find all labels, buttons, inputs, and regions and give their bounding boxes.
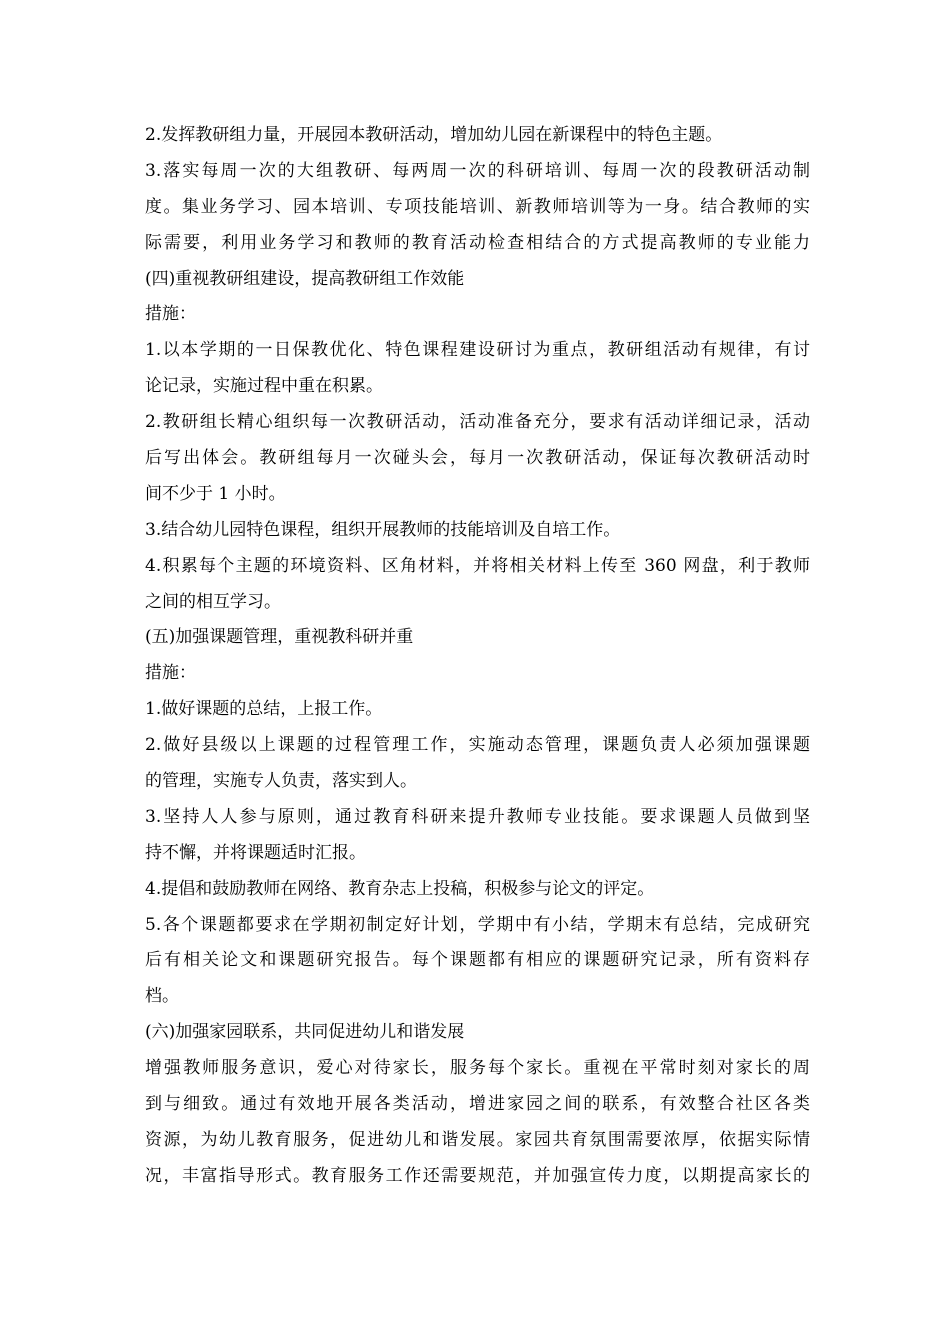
text-line: 2.发挥教研组力量，开展园本教研活动，增加幼儿园在新课程中的特色主题。 xyxy=(145,125,723,145)
text-line: 2.做好县级以上课题的过程管理工作，实施动态管理，课题负责人必须加强课题 xyxy=(145,735,810,756)
text-line: 4.积累每个主题的环境资料、区角材料，并将相关材料上传至 360 网盘，利于教师 xyxy=(145,555,810,576)
text-line: (四)重视教研组建设，提高教研组工作效能 xyxy=(145,268,465,289)
text-line: 档。 xyxy=(145,986,179,1007)
text-line: (六)加强家园联系，共同促进幼儿和谐发展 xyxy=(145,1022,465,1043)
text-line: 5.各个课题都要求在学期初制定好计划，学期中有小结，学期末有总结，完成研究 xyxy=(145,914,810,935)
text-line: 况，丰富指导形式。教育服务工作还需要规范，并加强宣传力度，以期提高家长的 xyxy=(145,1165,810,1186)
document-body xyxy=(145,118,810,1195)
text-line: 后有相关论文和课题研究报告。每个课题都有相应的课题研究记录，所有资料存 xyxy=(145,950,810,971)
text-line: 1.做好课题的总结，上报工作。 xyxy=(145,699,383,720)
text-line: (五)加强课题管理，重视教科研并重 xyxy=(145,627,414,648)
text-line: 的管理，实施专人负责，落实到人。 xyxy=(145,771,417,792)
text-line: 1.以本学期的一日保教优化、特色课程建设研讨为重点，教研组活动有规律，有讨 xyxy=(145,340,810,361)
text-line: 际需要，利用业务学习和教师的教育活动检查相结合的方式提高教师的专业能力 xyxy=(145,232,810,253)
text-line: 措施： xyxy=(145,304,196,325)
text-line: 之间的相互学习。 xyxy=(145,591,281,612)
text-line: 资源，为幼儿教育服务，促进幼儿和谐发展。家园共育氛围需要浓厚，依据实际情 xyxy=(145,1129,810,1150)
text-line: 3.坚持人人参与原则，通过教育科研来提升教师专业技能。要求课题人员做到坚 xyxy=(145,806,810,827)
text-line: 措施： xyxy=(145,663,196,684)
text-line: 增强教师服务意识，爱心对待家长，服务每个家长。重视在平常时刻对家长的周 xyxy=(145,1058,810,1079)
text-line: 3.落实每周一次的大组教研、每两周一次的科研培训、每周一次的段教研活动制 xyxy=(145,160,810,181)
text-line: 间不少于 1 小时。 xyxy=(145,483,286,504)
text-line: 度。集业务学习、园本培训、专项技能培训、新教师培训等为一身。结合教师的实 xyxy=(145,196,810,217)
text-line: 到与细致。通过有效地开展各类活动，增进家园之间的联系，有效整合社区各类 xyxy=(145,1094,810,1115)
text-line: 3.结合幼儿园特色课程，组织开展教师的技能培训及自培工作。 xyxy=(145,519,621,540)
text-line: 论记录，实施过程中重在积累。 xyxy=(145,376,383,397)
text-line: 后写出体会。教研组每月一次碰头会，每月一次教研活动，保证每次教研活动时 xyxy=(145,448,810,469)
text-line: 2.教研组长精心组织每一次教研活动，活动准备充分，要求有活动详细记录，活动 xyxy=(145,412,810,433)
text-line: 持不懈，并将课题适时汇报。 xyxy=(145,842,366,863)
text-line: 4.提倡和鼓励教师在网络、教育杂志上投稿，积极参与论文的评定。 xyxy=(145,878,655,899)
